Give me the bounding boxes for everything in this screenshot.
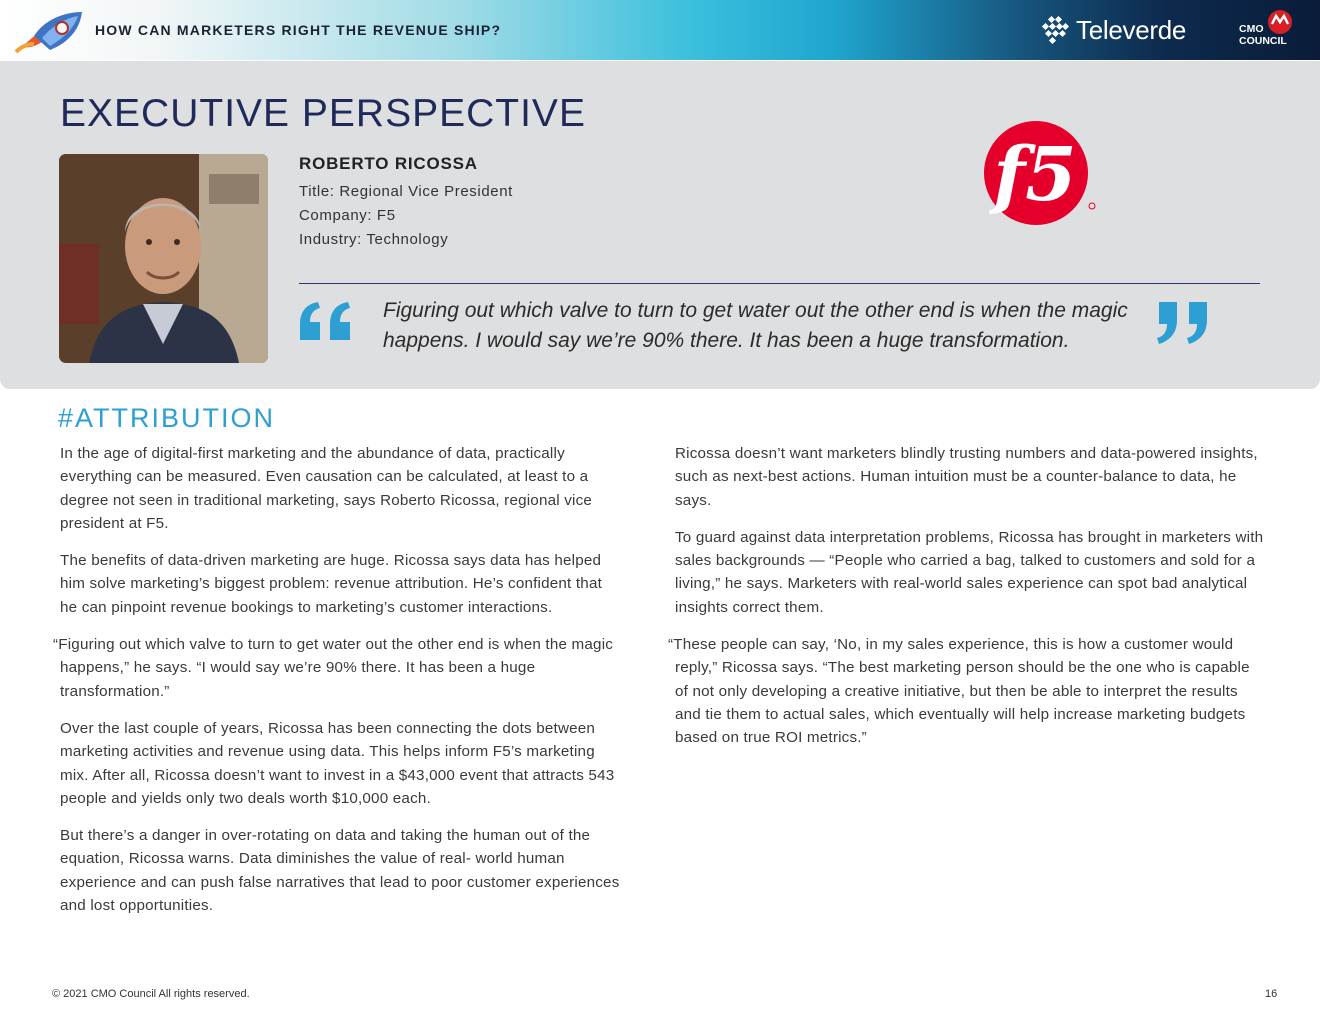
section-title: EXECUTIVE PERSPECTIVE [60,92,586,135]
footer-copyright: © 2021 CMO Council All rights reserved. [52,988,250,1000]
f5-company-logo [983,120,1097,228]
executive-industry: Industry: Technology [299,231,449,248]
section-hashtag: #ATTRIBUTION [58,403,276,433]
page-number: 16 [1265,988,1278,1000]
paragraph: To guard against data interpretation problems, Ricossa has brought in marketers with sales backgrounds — “People who carried a bag, talked to customers and sold for a living,” he says. Marketers with real-world sales experience can spot bad analytical insights correct them. [675,528,1264,616]
article-left-column [53,442,620,931]
cmo-text-line-1: CMO [1239,23,1264,35]
paragraph: “These people can say, ‘No, in my sales experience, this is how a customer would reply,” Ricossa says. “The best marketing person should be the one who is capable of not only developing a creative initiative, but then be able to interpret the results and tie them to actual sales, which eventually will help increase marketing budgets based on true ROI metrics.” [668,636,1250,747]
executive-title: Title: Regional Vice President [299,183,513,200]
televerde-logo [1040,12,1186,48]
executive-portrait [59,154,268,363]
pull-quote: Figuring out which valve to turn to get water out the other end is when the magic happens. I would say we’re 90% there. It has been a huge transformation. [383,299,1128,352]
executive-name: ROBERTO RICOSSA [299,154,478,173]
paragraph: “Figuring out which valve to turn to get water out the other end is when the magic happens,” he says. “I would say we’re 90% there. It has been a huge transformation.” [53,636,614,700]
portrait-illustration [59,154,268,363]
televerde-mark-icon [1040,15,1070,45]
open-quote-icon [298,300,356,346]
cmo-council-wordmark [1239,23,1287,47]
paragraph: Over the last couple of years, Ricossa has been connecting the dots between marketing activities and revenue using data. This helps inform F5’s marketing mix. After all, Ricossa doesn’t want to invest in a $43,000 event that attracts 543 people and yields only two deals worth $10,000 each. [60,719,615,807]
televerde-wordmark: Televerde [1076,14,1187,45]
paragraph: But there’s a danger in over-rotating on data and taking the human out of the equation, Ricossa warns. Data diminishes the value of real- world human experience and can push false narratives that lead to poor customer experiences and lost opportunities. [60,827,620,915]
header-title: HOW CAN MARKETERS RIGHT THE REVENUE SHIP? [95,22,502,38]
article-right-column [668,442,1265,764]
paragraph: In the age of digital-first marketing and the abundance of data, practically everything can be measured. Even causation can be calculated, at least to a degree not seen in traditional marketing, says Roberto Ricossa, regional vice president at F5. [60,445,593,532]
paragraph: Ricossa doesn’t want marketers blindly trusting numbers and data-powered insights, such as next-best actions. Human intuition must be a counter-balance to data, he says. [675,445,1258,509]
header-band [0,0,1320,60]
executive-company: Company: F5 [299,207,396,224]
rocket-icon [14,6,86,54]
cmo-text-line-2: COUNCIL [1239,35,1287,47]
close-quote-icon [1155,300,1213,346]
quote-divider [299,283,1260,284]
paragraph: The benefits of data-driven marketing are huge. Ricossa says data has helped him solve marketing’s biggest problem: revenue attribution. He’s confident that he can pinpoint revenue bookings to marketing’s customer interactions. [60,552,603,616]
f5-logo-text: f5 [993,132,1077,218]
